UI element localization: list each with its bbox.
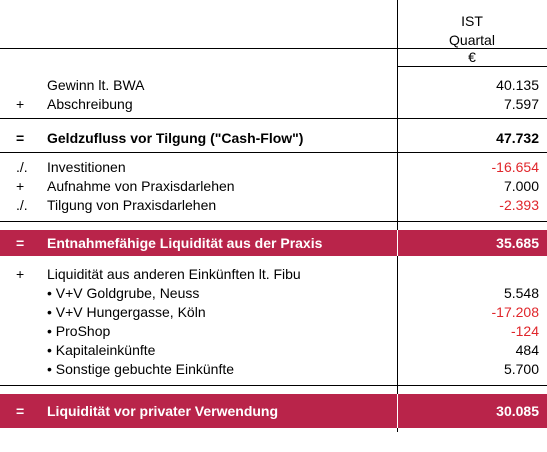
row-label: • V+V Hungergasse, Köln	[47, 304, 206, 320]
row-vv-goldgrube	[0, 284, 547, 303]
row-entnahmefaehige-liquiditaet	[0, 230, 547, 256]
row-label: Liquidität aus anderen Einkünften lt. Fibu	[47, 266, 301, 282]
row-value: -124	[510, 323, 539, 339]
row-sonstige-einkuenfte	[0, 360, 547, 379]
row-label: Investitionen	[47, 159, 126, 175]
row-abschreibung	[0, 95, 547, 114]
column-header-quartal: Quartal	[449, 32, 495, 48]
row-kapitaleinkuenfte	[0, 341, 547, 360]
row-operator: =	[16, 235, 25, 251]
row-label: • ProShop	[47, 323, 111, 339]
row-label: Abschreibung	[47, 96, 133, 112]
row-value: 35.685	[496, 235, 539, 251]
row-value: 5.548	[503, 285, 539, 301]
row-value: -17.208	[491, 304, 539, 320]
row-value: 5.700	[503, 361, 539, 377]
row-tilgung-darlehen	[0, 196, 547, 215]
row-operator: =	[16, 403, 25, 419]
row-liquiditaet-vor-privater-verwendung	[0, 394, 547, 428]
row-label: • V+V Goldgrube, Neuss	[47, 285, 200, 301]
row-label: • Kapitaleinkünfte	[47, 342, 156, 358]
row-aufnahme-darlehen	[0, 177, 547, 196]
row-vv-hungergasse	[0, 303, 547, 322]
band-column-separator	[397, 394, 398, 428]
row-value: -2.393	[499, 197, 539, 213]
divider	[0, 118, 547, 119]
row-operator: +	[16, 96, 25, 112]
column-unit: €	[468, 49, 476, 65]
row-operator: ./.	[16, 159, 28, 175]
row-gewinn	[0, 76, 547, 95]
band-column-separator	[397, 230, 398, 256]
row-operator: +	[16, 178, 25, 194]
row-andere-einkuenfte	[0, 265, 547, 284]
row-cash-flow	[0, 129, 547, 148]
row-label: Liquidität vor privater Verwendung	[47, 403, 279, 419]
row-value: 47.732	[496, 130, 539, 146]
row-label: Tilgung von Praxisdarlehen	[47, 197, 217, 213]
row-value: 7.000	[503, 178, 539, 194]
row-operator: ./.	[16, 197, 28, 213]
divider	[0, 152, 547, 153]
row-label: • Sonstige gebuchte Einkünfte	[47, 361, 235, 377]
row-value: 7.597	[503, 96, 539, 112]
row-value: 40.135	[496, 77, 539, 93]
row-operator: =	[16, 130, 25, 146]
divider	[0, 221, 547, 222]
column-header-ist: IST	[461, 13, 483, 29]
unit-divider-short	[397, 66, 547, 67]
row-investitionen	[0, 158, 547, 177]
row-label: Entnahmefähige Liquidität aus der Praxis	[47, 235, 323, 251]
row-value: -16.654	[491, 159, 539, 175]
row-proshop	[0, 322, 547, 341]
row-value: 30.085	[496, 403, 539, 419]
row-label: Gewinn lt. BWA	[47, 77, 145, 93]
row-label: Geldzufluss vor Tilgung ("Cash-Flow")	[47, 130, 304, 146]
row-label: Aufnahme von Praxisdarlehen	[47, 178, 235, 194]
row-operator: +	[16, 266, 25, 282]
divider	[0, 385, 547, 386]
row-value: 484	[515, 342, 539, 358]
